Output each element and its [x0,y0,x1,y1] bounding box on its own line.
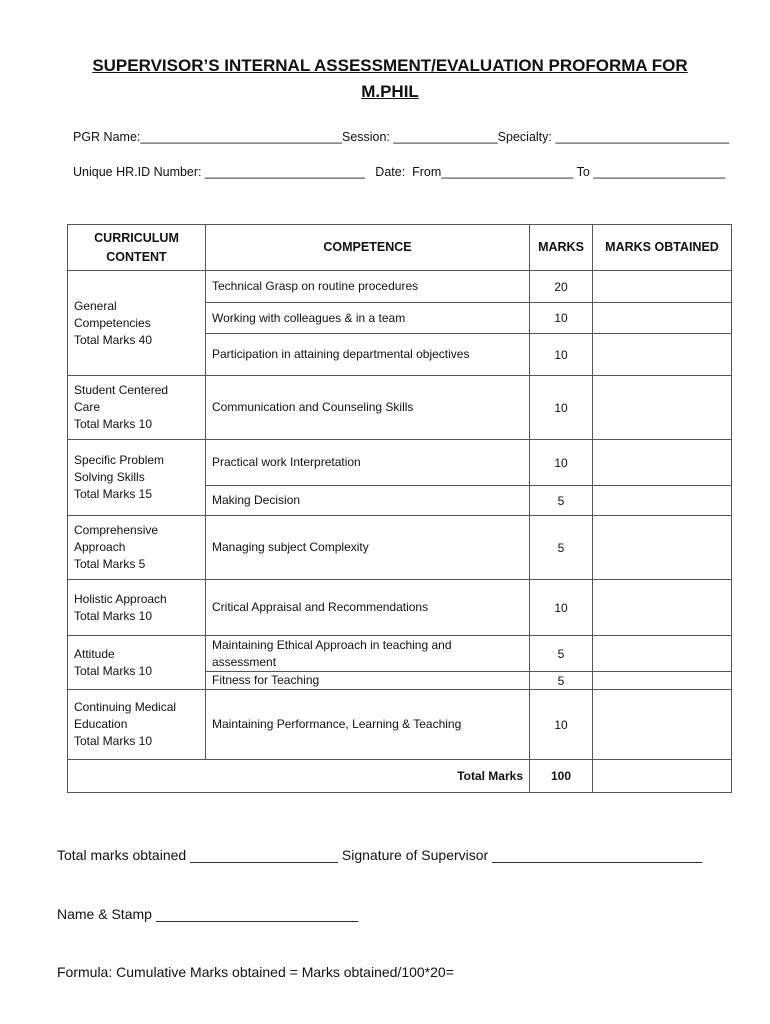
header-competence: COMPETENCE [206,225,530,271]
form-title-program: M.PHIL [361,82,419,101]
marks-obtained-cell[interactable] [593,672,732,690]
curriculum-content-cell: Specific Problem Solving Skills Total Marks 15 [68,440,206,516]
header-marks-obtained: MARKS OBTAINED [593,225,732,271]
marks-cell: 5 [530,672,593,690]
total-obtained-signature-line[interactable]: Total marks obtained ___________________ Signature of Supervisor ___________________________ [57,847,703,863]
marks-obtained-cell[interactable] [593,376,732,440]
marks-obtained-cell[interactable] [593,486,732,516]
curriculum-content-cell: General Competencies Total Marks 40 [68,271,206,376]
table-row [68,580,732,636]
competence-cell: Communication and Counseling Skills [206,376,530,440]
marks-cell: 10 [530,376,593,440]
competence-cell: Working with colleagues & in a team [206,303,530,334]
curriculum-content-cell: Attitude Total Marks 10 [68,636,206,690]
table-row [68,440,732,486]
marks-cell: 10 [530,303,593,334]
marks-cell: 5 [530,636,593,672]
hrid-date-line[interactable]: Unique HR.ID Number: _______________________ Date: From___________________ To ___________________ [73,165,726,179]
total-marks-label: Total Marks [68,760,530,793]
table-row [68,516,732,580]
marks-cell: 5 [530,486,593,516]
header-marks: MARKS [530,225,593,271]
name-stamp-line[interactable]: Name & Stamp __________________________ [57,906,359,922]
total-marks-value: 100 [530,760,593,793]
marks-cell: 10 [530,580,593,636]
table-row [68,690,732,760]
marks-obtained-cell[interactable] [593,690,732,760]
header-curriculum-content: CURRICULUM CONTENT [68,225,206,271]
marks-obtained-cell[interactable] [593,636,732,672]
competence-cell: Practical work Interpretation [206,440,530,486]
marks-cell: 10 [530,440,593,486]
formula-line: Formula: Cumulative Marks obtained = Marks obtained/100*20= [57,964,454,980]
curriculum-content-cell: Holistic Approach Total Marks 10 [68,580,206,636]
marks-obtained-cell[interactable] [593,271,732,303]
total-marks-obtained-cell[interactable] [593,760,732,793]
competence-cell: Managing subject Complexity [206,516,530,580]
curriculum-content-cell: Student Centered Care Total Marks 10 [68,376,206,440]
marks-obtained-cell[interactable] [593,334,732,376]
competence-cell: Participation in attaining departmental objectives [206,334,530,376]
marks-obtained-cell[interactable] [593,303,732,334]
competence-cell: Maintaining Ethical Approach in teaching and assessment [206,636,530,672]
competence-cell: Maintaining Performance, Learning & Teaching [206,690,530,760]
marks-obtained-cell[interactable] [593,440,732,486]
form-title: SUPERVISOR’S INTERNAL ASSESSMENT/EVALUATION PROFORMA FOR [92,56,688,75]
table-row [68,271,732,303]
curriculum-content-cell: Continuing Medical Education Total Marks 10 [68,690,206,760]
marks-cell: 20 [530,271,593,303]
competence-cell: Critical Appraisal and Recommendations [206,580,530,636]
competence-cell: Making Decision [206,486,530,516]
marks-obtained-cell[interactable] [593,580,732,636]
pgr-session-specialty-line[interactable]: PGR Name:_____________________________Session: _______________Specialty: _________________________ [73,130,730,144]
marks-cell: 10 [530,690,593,760]
table-row [68,636,732,672]
competence-cell: Technical Grasp on routine procedures [206,271,530,303]
marks-cell: 10 [530,334,593,376]
competence-cell: Fitness for Teaching [206,672,530,690]
assessment-table [67,224,732,793]
table-row [68,376,732,440]
curriculum-content-cell: Comprehensive Approach Total Marks 5 [68,516,206,580]
marks-cell: 5 [530,516,593,580]
marks-obtained-cell[interactable] [593,516,732,580]
